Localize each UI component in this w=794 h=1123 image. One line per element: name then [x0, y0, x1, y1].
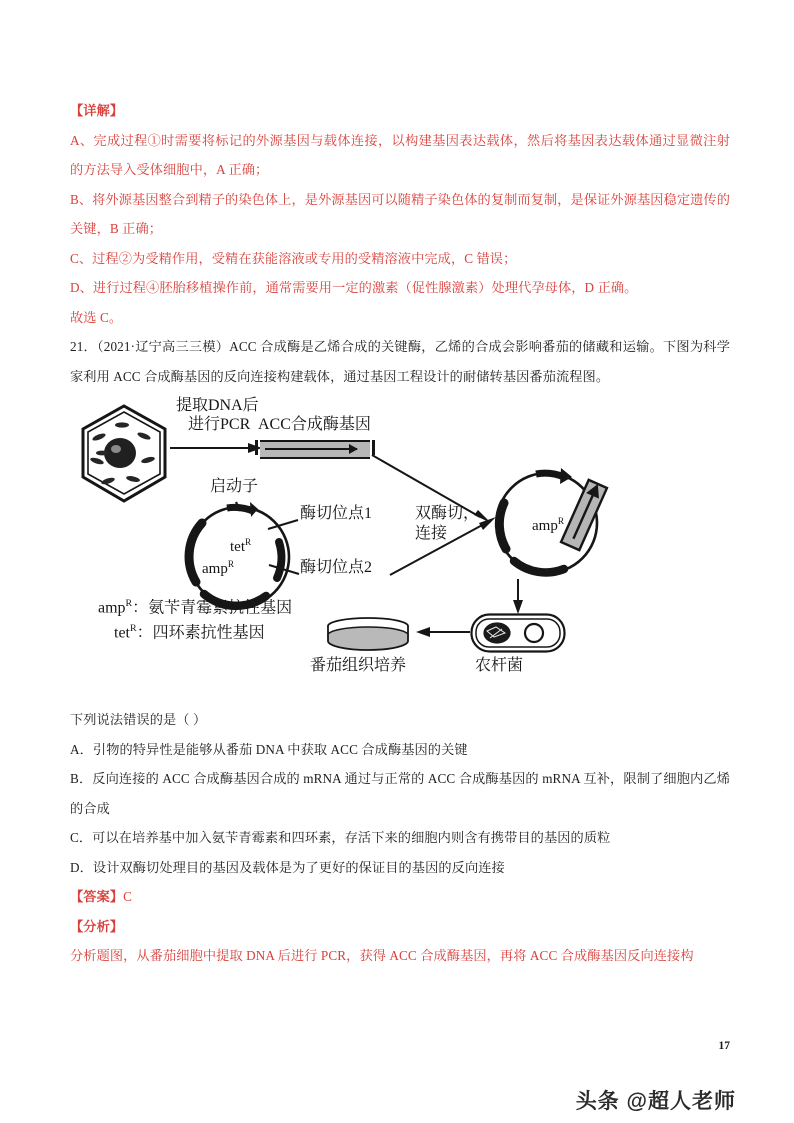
legend-tet-value: ：四环素抗性基因	[136, 624, 265, 642]
recombinant-amp-superscript: R	[557, 517, 565, 527]
double-digest-caption-line2: 连接	[415, 525, 448, 542]
option-a[interactable]: A．引物的特异性是能够从番茄 DNA 中获取 ACC 合成酶基因的关键	[70, 741, 468, 757]
explanation-heading: 【详解】	[70, 103, 124, 118]
question-options-block	[70, 705, 730, 882]
recombinant-plasmid-amp-label	[532, 517, 564, 536]
gene-engineering-flow-diagram	[70, 395, 730, 695]
recombinant-amp-text: amp	[532, 518, 558, 534]
analysis-heading: 【分析】	[70, 918, 124, 934]
gene-direction-arrow-icon	[265, 448, 357, 450]
agrobacterium-label: 农杆菌	[475, 657, 524, 674]
page-number: 17	[718, 1040, 730, 1052]
recombinant-to-agrobacterium-arrow	[512, 579, 524, 615]
amp-superscript: R	[227, 560, 235, 570]
legend-tet-key: tet	[114, 624, 130, 642]
cut-site-1-label: 酶切位点1	[300, 505, 373, 522]
question-prompt: 下列说法错误的是（ ）	[70, 712, 207, 727]
plasmid-to-recombinant-arrow	[388, 515, 498, 577]
pcr-arrow	[170, 443, 262, 453]
acc-gene-label: ACC合成酶基因	[258, 416, 371, 433]
cut-site-1-leader	[268, 517, 302, 531]
page-content	[70, 96, 730, 971]
cut-site-2-label: 酶切位点2	[300, 559, 373, 576]
legend-amp	[98, 598, 292, 618]
legend-amp-value: ：氨苄青霉素抗性基因	[132, 599, 293, 617]
acc-gene-fragment-icon	[260, 440, 370, 459]
plasmid-amp-label	[202, 560, 234, 579]
tissue-culture-label: 番茄组织培养	[310, 657, 407, 674]
explanation-line-c: C、过程②为受精作用，受精在获能溶液或专用的受精溶液中完成，C 错误；	[70, 250, 517, 266]
legend-tet	[114, 623, 265, 643]
promoter-label: 启动子	[210, 478, 259, 495]
question-source: （2021·辽宁高三三模）	[96, 339, 230, 354]
watermark: 头条 @超人老师	[575, 1090, 736, 1113]
agrobacterium-icon	[470, 613, 566, 653]
answer-heading: 【答案】	[70, 889, 124, 904]
option-b[interactable]: B．反向连接的 ACC 合成酶基因合成的 mRNA 通过与正常的 ACC 合成酶基因的 mRNA 互补，限制了细胞内乙烯的合成	[70, 771, 730, 816]
explanation-conclusion: 故选 C。	[70, 309, 123, 325]
question-number: 21．	[70, 339, 97, 354]
cut-site-2-leader	[269, 562, 303, 578]
petri-dish-icon	[326, 617, 410, 651]
tet-superscript: R	[245, 538, 252, 548]
explanation-line-d: D、进行过程④胚胎移植操作前，通常需要用一定的激素（促性腺激素）处理代孕母体，D 正确。	[70, 280, 638, 295]
answer-line	[70, 882, 730, 912]
pcr-caption-line2: 进行PCR	[188, 416, 251, 433]
explanation-line-b: B、将外源基因整合到精子的染色体上，是外源基因可以随精子染色体的复制而复制，是保证外源基因稳定遗传的关键，B 正确；	[70, 191, 730, 236]
tomato-plant-cell-icon	[78, 403, 170, 505]
analysis-text: 分析题图，从番茄细胞中提取 DNA 后进行 PCR，获得 ACC 合成酶基因，再将 ACC 合成酶基因反向连接构	[70, 948, 694, 963]
option-c[interactable]: C．可以在培养基中加入氨苄青霉素和四环素，存活下来的细胞内则含有携带目的基因的质粒	[70, 830, 611, 845]
explanation-line-a: A、完成过程①时需要将标记的外源基因与载体连接，以构建基因表达载体，然后将基因表达载体通过显微注射的方法导入受体细胞中，A 正确；	[70, 132, 730, 177]
tet-text: tet	[230, 539, 245, 555]
plasmid-tet-label	[230, 538, 251, 557]
amp-text: amp	[202, 561, 228, 577]
legend-tet-superscript: R	[130, 623, 137, 634]
legend-amp-key: amp	[98, 599, 126, 617]
answer-value: C	[123, 889, 133, 904]
agrobacterium-to-dish-arrow	[416, 626, 472, 638]
double-digest-caption-line1: 双酶切，	[415, 505, 480, 522]
option-d[interactable]: D．设计双酶切处理目的基因及载体是为了更好的保证目的基因的反向连接	[70, 859, 505, 875]
pcr-caption-line1: 提取DNA后	[176, 397, 259, 414]
legend-amp-superscript: R	[125, 598, 133, 609]
question-stem-text: ACC 合成酶是乙烯合成的关键酶，乙烯的合成会影响番茄的储藏和运输。下图为科学家利用 ACC 合成酶基因的反向连接构建载体，通过基因工程设计的耐储转基因番茄流程图。	[70, 339, 730, 384]
question-21-stem	[70, 332, 730, 391]
